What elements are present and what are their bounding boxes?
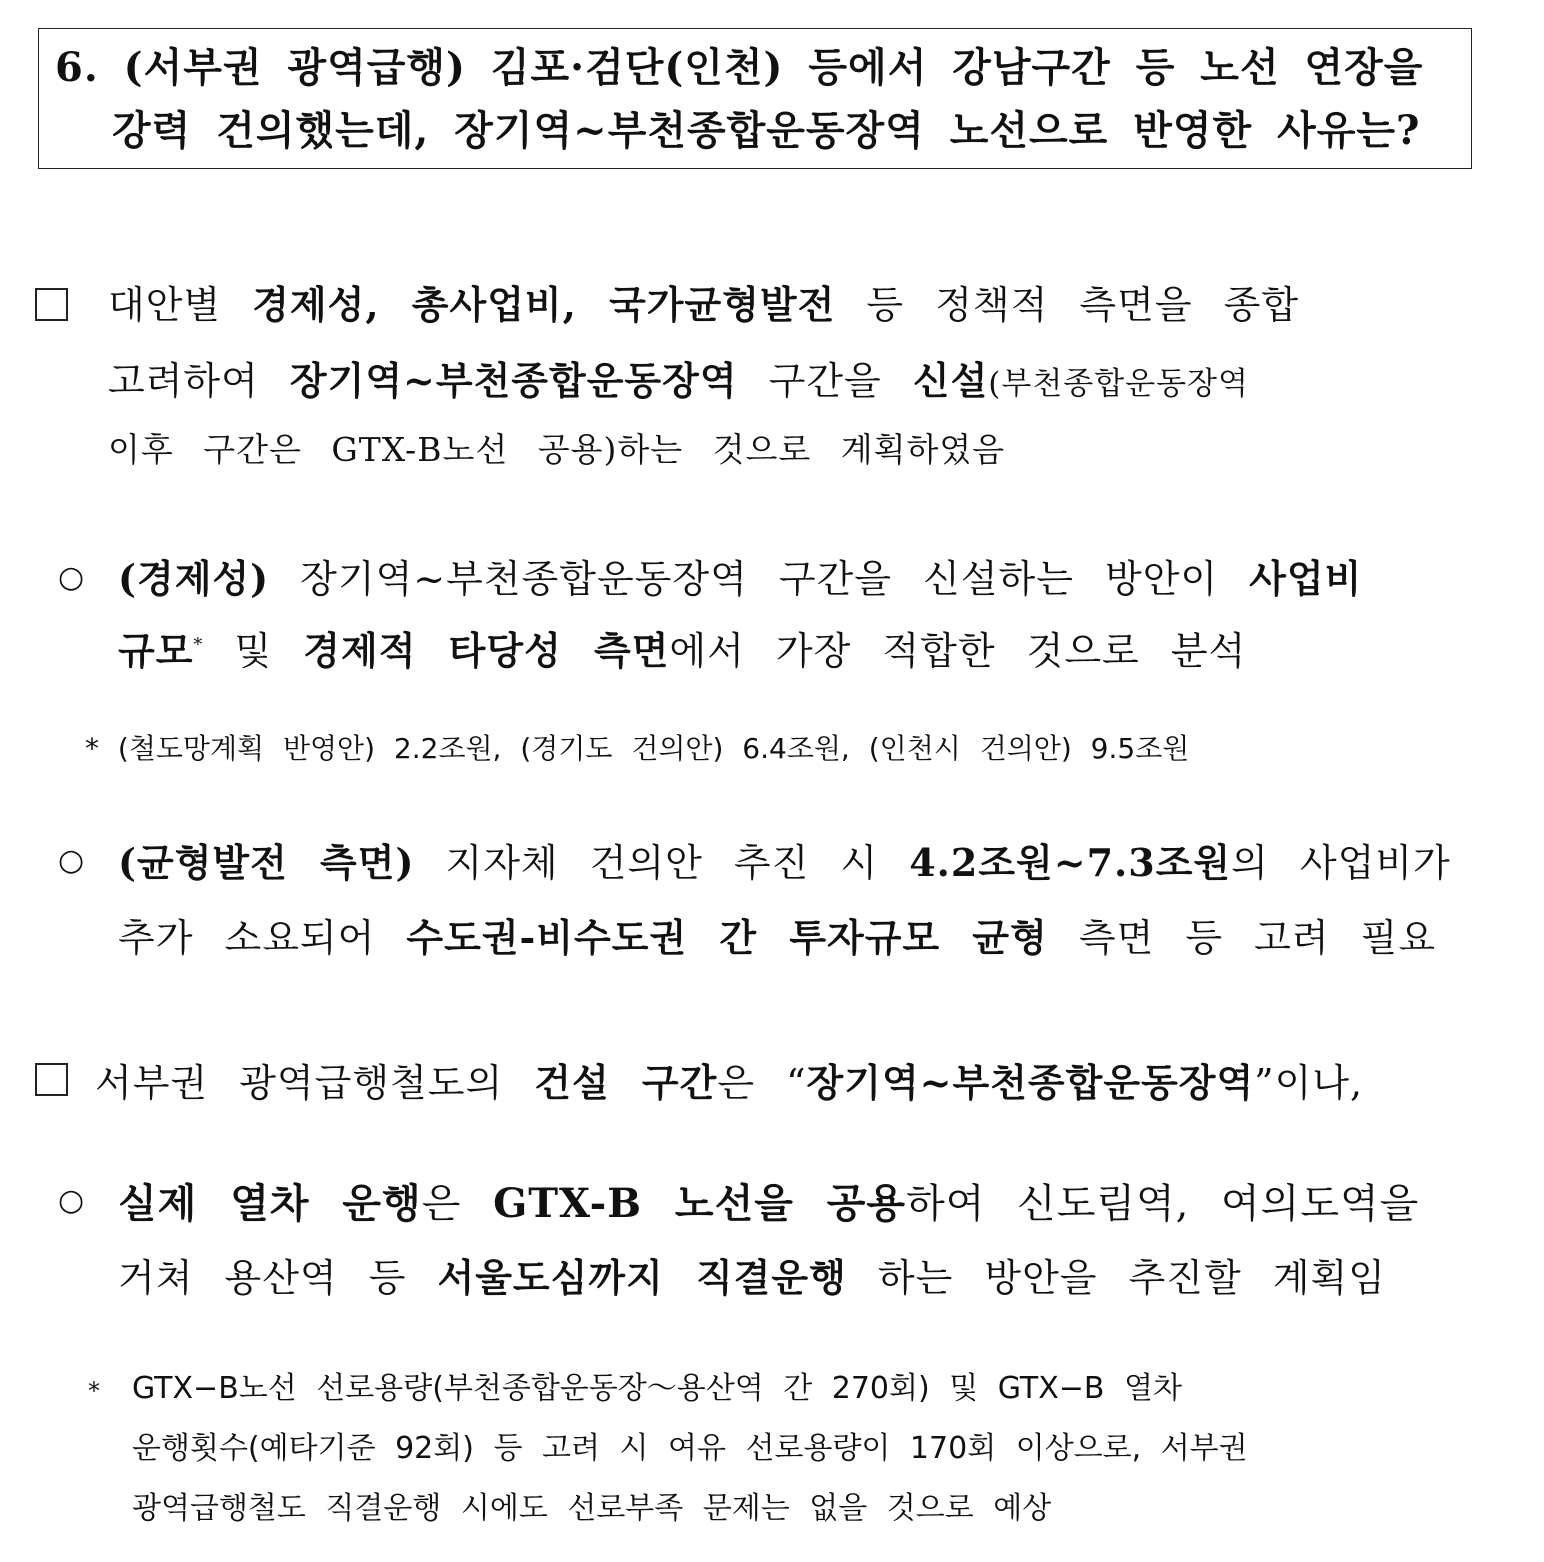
circle-bullet-icon: ○ <box>58 843 85 878</box>
footnote-2-line-2: 운행횟수(예타기준 92회) 등 고려 시 여유 선로용량이 170회 이상으로, 서부권 <box>132 1431 1248 1466</box>
section2-line-1: 서부권 광역급행철도의 건설 구간은 “장기역~부천종합운동장역”이나, <box>95 1060 1364 1105</box>
bullet1-line-1: (경제성) 장기역~부천종합운동장역 구간을 신설하는 방안이 사업비 <box>118 556 1363 601</box>
circle-bullet-icon: ○ <box>58 560 85 595</box>
circle-bullet-icon: ○ <box>58 1183 85 1218</box>
section1-line-2: 고려하여 장기역~부천종합운동장역 구간을 신설(부천종합운동장역 <box>108 358 1249 403</box>
footnote-2-line-1: GTX−B노선 선로용량(부천종합운동장～용산역 간 270회) 및 GTX−B 열차 <box>132 1371 1183 1406</box>
section1-line-1: 대안별 경제성, 총사업비, 국가균형발전 등 정책적 측면을 종합 <box>108 282 1300 327</box>
bullet3-line-2: 거쳐 용산역 등 서울도심까지 직결운행 하는 방안을 추진할 계획임 <box>118 1255 1386 1300</box>
bullet2-line-2: 추가 소요되어 수도권-비수도권 간 투자규모 균형 측면 등 고려 필요 <box>118 915 1437 960</box>
bullet3-line-1: 실제 열차 운행은 GTX-B 노선을 공용하여 신도림역, 여의도역을 <box>118 1180 1420 1227</box>
bullet2-line-1: (균형발전 측면) 지자체 건의안 추진 시 4.2조원~7.3조원의 사업비가 <box>118 840 1451 885</box>
section1-line-3: 이후 구간은 GTX-B노선 공용)하는 것으로 계획하였음 <box>108 430 1006 469</box>
question-line-1: 6. (서부권 광역급행) 김포·검단(인천) 등에서 강남구간 등 노선 연장을 <box>55 44 1424 91</box>
square-bullet-icon <box>35 288 68 321</box>
square-bullet-icon <box>35 1063 68 1096</box>
bullet1-line-2: 규모* 및 경제적 타당성 측면에서 가장 적합한 것으로 분석 <box>118 628 1247 673</box>
footnote-star: * <box>88 1377 100 1405</box>
footnote-2-line-3: 광역급행철도 직결운행 시에도 선로부족 문제는 없을 것으로 예상 <box>132 1491 1052 1526</box>
footnote-1: * (철도망계획 반영안) 2.2조원, (경기도 건의안) 6.4조원, (인천시 건의안) 9.5조원 <box>85 732 1190 765</box>
question-line-2: 강력 건의했는데, 장기역~부천종합운동장역 노선으로 반영한 사유는? <box>112 107 1421 154</box>
